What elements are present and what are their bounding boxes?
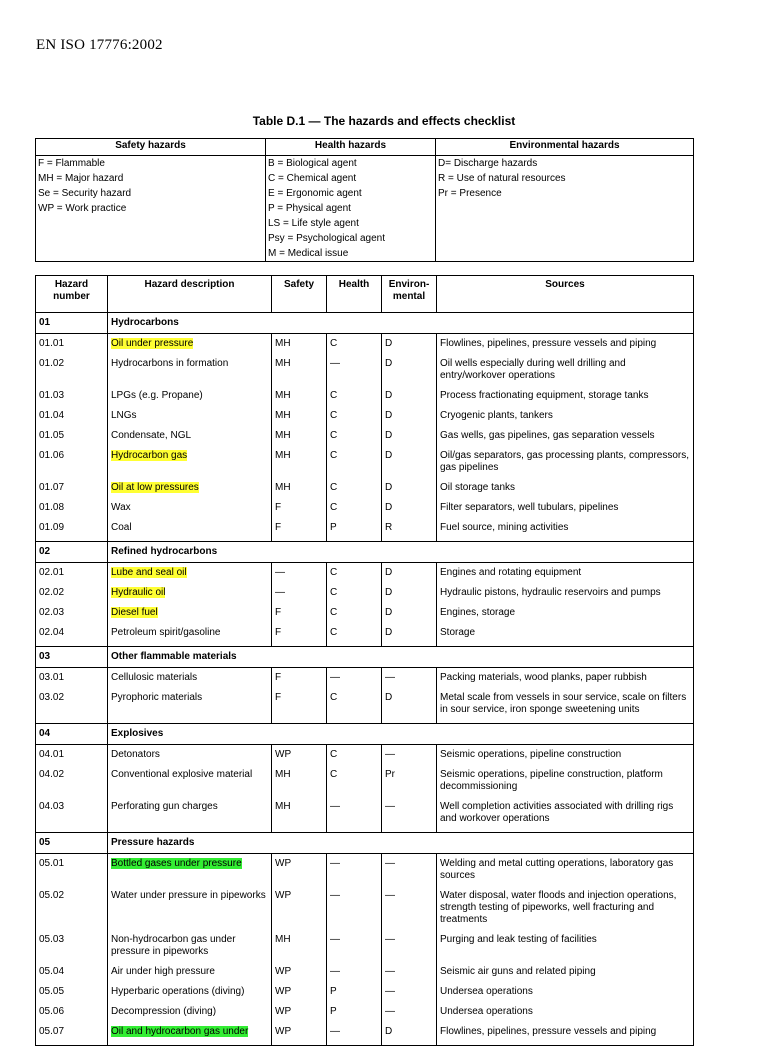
hazard-number-cell: 01.07: [36, 478, 108, 498]
health-code-cell: —: [327, 1022, 382, 1046]
safety-code-cell: F: [272, 603, 327, 623]
hazard-number-cell: 05.06: [36, 1002, 108, 1022]
table-row: [36, 603, 694, 623]
legend-environmental-codes: D= Discharge hazards R = Use of natural resources Pr = Presence: [436, 156, 694, 262]
highlighted-description: Bottled gases under pressure: [111, 858, 242, 869]
health-code-cell: —: [327, 962, 382, 982]
table-row: [36, 386, 694, 406]
table-title: Table D.1 — The hazards and effects checklist: [252, 114, 516, 128]
safety-code-cell: WP: [272, 854, 327, 887]
hazard-description-cell: [108, 603, 272, 623]
environmental-code-cell: Pr: [382, 765, 437, 797]
table-row: [36, 745, 694, 766]
hazard-sources-cell: Well completion activities associated with drilling rigs and workover operations: [437, 797, 694, 833]
environmental-code-cell: D: [382, 354, 437, 386]
legend-header-health: Health hazards: [266, 139, 436, 156]
safety-code-cell: F: [272, 498, 327, 518]
environmental-code-cell: —: [382, 745, 437, 766]
table-row: [36, 688, 694, 724]
hazard-number-cell: 02.04: [36, 623, 108, 647]
health-code-cell: C: [327, 765, 382, 797]
hazard-sources-cell: Undersea operations: [437, 982, 694, 1002]
hazard-number-cell: 05.03: [36, 930, 108, 962]
safety-code-cell: MH: [272, 765, 327, 797]
table-row: [36, 930, 694, 962]
hazard-number-cell: 01.08: [36, 498, 108, 518]
table-row: [36, 518, 694, 542]
hazard-number-cell: 01.05: [36, 426, 108, 446]
safety-code-cell: MH: [272, 386, 327, 406]
group-name: Hydrocarbons: [108, 313, 694, 334]
safety-code-cell: WP: [272, 886, 327, 930]
hazard-description-cell: Pyrophoric materials: [108, 688, 272, 724]
health-code-cell: C: [327, 745, 382, 766]
group-number: 03: [36, 647, 108, 668]
hazard-number-cell: 04.02: [36, 765, 108, 797]
hazard-description-cell: Conventional explosive material: [108, 765, 272, 797]
hazard-sources-cell: Process fractionating equipment, storage tanks: [437, 386, 694, 406]
health-code-cell: —: [327, 886, 382, 930]
environmental-code-cell: D: [382, 623, 437, 647]
health-code-cell: C: [327, 623, 382, 647]
column-header-environmental: Environ- mental: [382, 276, 437, 313]
table-row: [36, 797, 694, 833]
hazard-description-cell: [108, 1022, 272, 1046]
highlighted-description: Oil under pressure: [111, 338, 194, 349]
hazard-number-cell: 04.01: [36, 745, 108, 766]
table-row: [36, 446, 694, 478]
column-header-health: Health: [327, 276, 382, 313]
environmental-code-cell: D: [382, 603, 437, 623]
group-number: 05: [36, 833, 108, 854]
safety-code-cell: WP: [272, 745, 327, 766]
environmental-code-cell: —: [382, 982, 437, 1002]
safety-code-cell: —: [272, 583, 327, 603]
hazard-description-cell: [108, 563, 272, 584]
safety-code-cell: F: [272, 668, 327, 689]
legend-header-safety: Safety hazards: [36, 139, 266, 156]
safety-code-cell: F: [272, 688, 327, 724]
table-row: [36, 478, 694, 498]
hazards-table: [35, 275, 694, 1046]
legend-health-codes: B = Biological agent C = Chemical agent E = Ergonomic agent P = Physical agent LS = Life style agent Psy = Psychological agent M = Medical issue: [266, 156, 436, 262]
hazard-description-cell: [108, 478, 272, 498]
health-code-cell: P: [327, 518, 382, 542]
environmental-code-cell: D: [382, 688, 437, 724]
environmental-code-cell: D: [382, 563, 437, 584]
highlighted-description: Diesel fuel: [111, 607, 158, 618]
hazard-description-cell: Decompression (diving): [108, 1002, 272, 1022]
hazard-sources-cell: Fuel source, mining activities: [437, 518, 694, 542]
hazard-description-cell: Hydrocarbons in formation: [108, 354, 272, 386]
environmental-code-cell: D: [382, 498, 437, 518]
table-row: [36, 854, 694, 887]
environmental-code-cell: D: [382, 406, 437, 426]
hazard-sources-cell: Flowlines, pipelines, pressure vessels and piping: [437, 334, 694, 355]
hazard-description-cell: Petroleum spirit/gasoline: [108, 623, 272, 647]
hazard-description-cell: Condensate, NGL: [108, 426, 272, 446]
health-code-cell: C: [327, 563, 382, 584]
highlighted-description: Lube and seal oil: [111, 567, 187, 578]
hazard-number-cell: 01.09: [36, 518, 108, 542]
column-header-hazard-description: Hazard description: [108, 276, 272, 313]
hazard-sources-cell: Engines, storage: [437, 603, 694, 623]
hazard-sources-cell: Engines and rotating equipment: [437, 563, 694, 584]
hazard-description-cell: Cellulosic materials: [108, 668, 272, 689]
hazard-number-cell: 05.07: [36, 1022, 108, 1046]
hazard-description-cell: Air under high pressure: [108, 962, 272, 982]
health-code-cell: —: [327, 854, 382, 887]
environmental-code-cell: D: [382, 426, 437, 446]
safety-code-cell: —: [272, 563, 327, 584]
health-code-cell: P: [327, 1002, 382, 1022]
group-number: 02: [36, 542, 108, 563]
hazard-number-cell: 01.03: [36, 386, 108, 406]
hazard-number-cell: 05.04: [36, 962, 108, 982]
group-number: 01: [36, 313, 108, 334]
environmental-code-cell: —: [382, 668, 437, 689]
table-row: [36, 426, 694, 446]
hazard-sources-cell: Filter separators, well tubulars, pipelines: [437, 498, 694, 518]
safety-code-cell: MH: [272, 354, 327, 386]
health-code-cell: C: [327, 688, 382, 724]
hazard-sources-cell: Storage: [437, 623, 694, 647]
hazard-number-cell: 01.06: [36, 446, 108, 478]
safety-code-cell: MH: [272, 446, 327, 478]
safety-code-cell: WP: [272, 962, 327, 982]
hazard-number-cell: 05.02: [36, 886, 108, 930]
hazard-sources-cell: Welding and metal cutting operations, laboratory gas sources: [437, 854, 694, 887]
safety-code-cell: F: [272, 623, 327, 647]
health-code-cell: —: [327, 797, 382, 833]
highlighted-description: Oil at low pressures: [111, 482, 199, 493]
column-header-sources: Sources: [437, 276, 694, 313]
environmental-code-cell: —: [382, 854, 437, 887]
document-header: EN ISO 17776:2002: [36, 37, 163, 53]
environmental-code-cell: D: [382, 478, 437, 498]
health-code-cell: C: [327, 386, 382, 406]
group-row: [36, 833, 694, 854]
hazard-sources-cell: Oil storage tanks: [437, 478, 694, 498]
safety-code-cell: MH: [272, 797, 327, 833]
environmental-code-cell: —: [382, 797, 437, 833]
hazard-description-cell: Detonators: [108, 745, 272, 766]
group-row: [36, 724, 694, 745]
health-code-cell: —: [327, 354, 382, 386]
health-code-cell: C: [327, 478, 382, 498]
hazard-sources-cell: Gas wells, gas pipelines, gas separation vessels: [437, 426, 694, 446]
table-row: [36, 1002, 694, 1022]
group-row: [36, 647, 694, 668]
hazard-number-cell: 03.01: [36, 668, 108, 689]
health-code-cell: —: [327, 668, 382, 689]
safety-code-cell: MH: [272, 406, 327, 426]
health-code-cell: P: [327, 982, 382, 1002]
hazard-sources-cell: Cryogenic plants, tankers: [437, 406, 694, 426]
group-name: Other flammable materials: [108, 647, 694, 668]
hazard-number-cell: 02.01: [36, 563, 108, 584]
hazard-sources-cell: Seismic operations, pipeline construction: [437, 745, 694, 766]
health-code-cell: C: [327, 583, 382, 603]
safety-code-cell: F: [272, 518, 327, 542]
hazard-description-cell: LNGs: [108, 406, 272, 426]
hazard-number-cell: 04.03: [36, 797, 108, 833]
environmental-code-cell: D: [382, 1022, 437, 1046]
safety-code-cell: MH: [272, 334, 327, 355]
table-row: [36, 886, 694, 930]
hazard-description-cell: [108, 854, 272, 887]
hazard-sources-cell: Hydraulic pistons, hydraulic reservoirs and pumps: [437, 583, 694, 603]
table-row: [36, 334, 694, 355]
hazard-number-cell: 03.02: [36, 688, 108, 724]
health-code-cell: C: [327, 406, 382, 426]
hazard-description-cell: [108, 583, 272, 603]
hazard-description-cell: LPGs (e.g. Propane): [108, 386, 272, 406]
safety-code-cell: MH: [272, 930, 327, 962]
environmental-code-cell: D: [382, 334, 437, 355]
hazard-sources-cell: Packing materials, wood planks, paper rubbish: [437, 668, 694, 689]
safety-code-cell: MH: [272, 426, 327, 446]
highlighted-description: Hydrocarbon gas: [111, 450, 188, 461]
group-name: Refined hydrocarbons: [108, 542, 694, 563]
hazard-sources-cell: Purging and leak testing of facilities: [437, 930, 694, 962]
legend-header-environmental: Environmental hazards: [436, 139, 694, 156]
table-row: [36, 765, 694, 797]
table-row: [36, 1022, 694, 1046]
environmental-code-cell: —: [382, 1002, 437, 1022]
table-row: [36, 563, 694, 584]
hazard-sources-cell: Water disposal, water floods and injection operations, strength testing of pipeworks, well fracturing and treatments: [437, 886, 694, 930]
group-row: [36, 313, 694, 334]
hazard-number-cell: 02.03: [36, 603, 108, 623]
table-row: [36, 623, 694, 647]
highlighted-description: Hydraulic oil: [111, 587, 166, 598]
column-header-hazard-number: Hazard number: [36, 276, 108, 313]
safety-code-cell: MH: [272, 478, 327, 498]
hazard-number-cell: 01.04: [36, 406, 108, 426]
health-code-cell: C: [327, 426, 382, 446]
safety-code-cell: WP: [272, 1022, 327, 1046]
environmental-code-cell: R: [382, 518, 437, 542]
table-row: [36, 583, 694, 603]
legend-table: [35, 138, 694, 262]
hazard-sources-cell: Metal scale from vessels in sour service, scale on filters in sour service, iron sponge sweetening units: [437, 688, 694, 724]
hazard-number-cell: 05.01: [36, 854, 108, 887]
hazard-sources-cell: Oil/gas separators, gas processing plants, compressors, gas pipelines: [437, 446, 694, 478]
table-row: [36, 962, 694, 982]
health-code-cell: —: [327, 930, 382, 962]
hazard-description-cell: [108, 446, 272, 478]
health-code-cell: C: [327, 498, 382, 518]
hazard-number-cell: 01.02: [36, 354, 108, 386]
hazard-description-cell: Wax: [108, 498, 272, 518]
health-code-cell: C: [327, 446, 382, 478]
hazard-sources-cell: Oil wells especially during well drilling and entry/workover operations: [437, 354, 694, 386]
column-header-safety: Safety: [272, 276, 327, 313]
environmental-code-cell: D: [382, 446, 437, 478]
hazard-description-cell: Non-hydrocarbon gas under pressure in pipeworks: [108, 930, 272, 962]
hazard-sources-cell: Flowlines, pipelines, pressure vessels and piping: [437, 1022, 694, 1046]
environmental-code-cell: —: [382, 886, 437, 930]
table-row: [36, 498, 694, 518]
environmental-code-cell: D: [382, 386, 437, 406]
hazard-description-cell: Hyperbaric operations (diving): [108, 982, 272, 1002]
group-number: 04: [36, 724, 108, 745]
hazard-sources-cell: Seismic operations, pipeline construction, platform decommissioning: [437, 765, 694, 797]
health-code-cell: C: [327, 603, 382, 623]
hazard-description-cell: Water under pressure in pipeworks: [108, 886, 272, 930]
hazard-description-cell: Perforating gun charges: [108, 797, 272, 833]
group-name: Pressure hazards: [108, 833, 694, 854]
hazard-description-cell: Coal: [108, 518, 272, 542]
environmental-code-cell: —: [382, 930, 437, 962]
table-row: [36, 668, 694, 689]
safety-code-cell: WP: [272, 982, 327, 1002]
hazards-table-body: [36, 313, 694, 1046]
table-row: [36, 982, 694, 1002]
legend-safety-codes: F = Flammable MH = Major hazard Se = Security hazard WP = Work practice: [36, 156, 266, 262]
hazard-number-cell: 01.01: [36, 334, 108, 355]
hazard-number-cell: 02.02: [36, 583, 108, 603]
group-row: [36, 542, 694, 563]
table-row: [36, 354, 694, 386]
group-name: Explosives: [108, 724, 694, 745]
environmental-code-cell: D: [382, 583, 437, 603]
hazard-number-cell: 05.05: [36, 982, 108, 1002]
hazard-description-cell: [108, 334, 272, 355]
highlighted-description: Oil and hydrocarbon gas under: [111, 1026, 249, 1037]
table-row: [36, 406, 694, 426]
health-code-cell: C: [327, 334, 382, 355]
environmental-code-cell: —: [382, 962, 437, 982]
hazard-sources-cell: Seismic air guns and related piping: [437, 962, 694, 982]
hazard-sources-cell: Undersea operations: [437, 1002, 694, 1022]
safety-code-cell: WP: [272, 1002, 327, 1022]
